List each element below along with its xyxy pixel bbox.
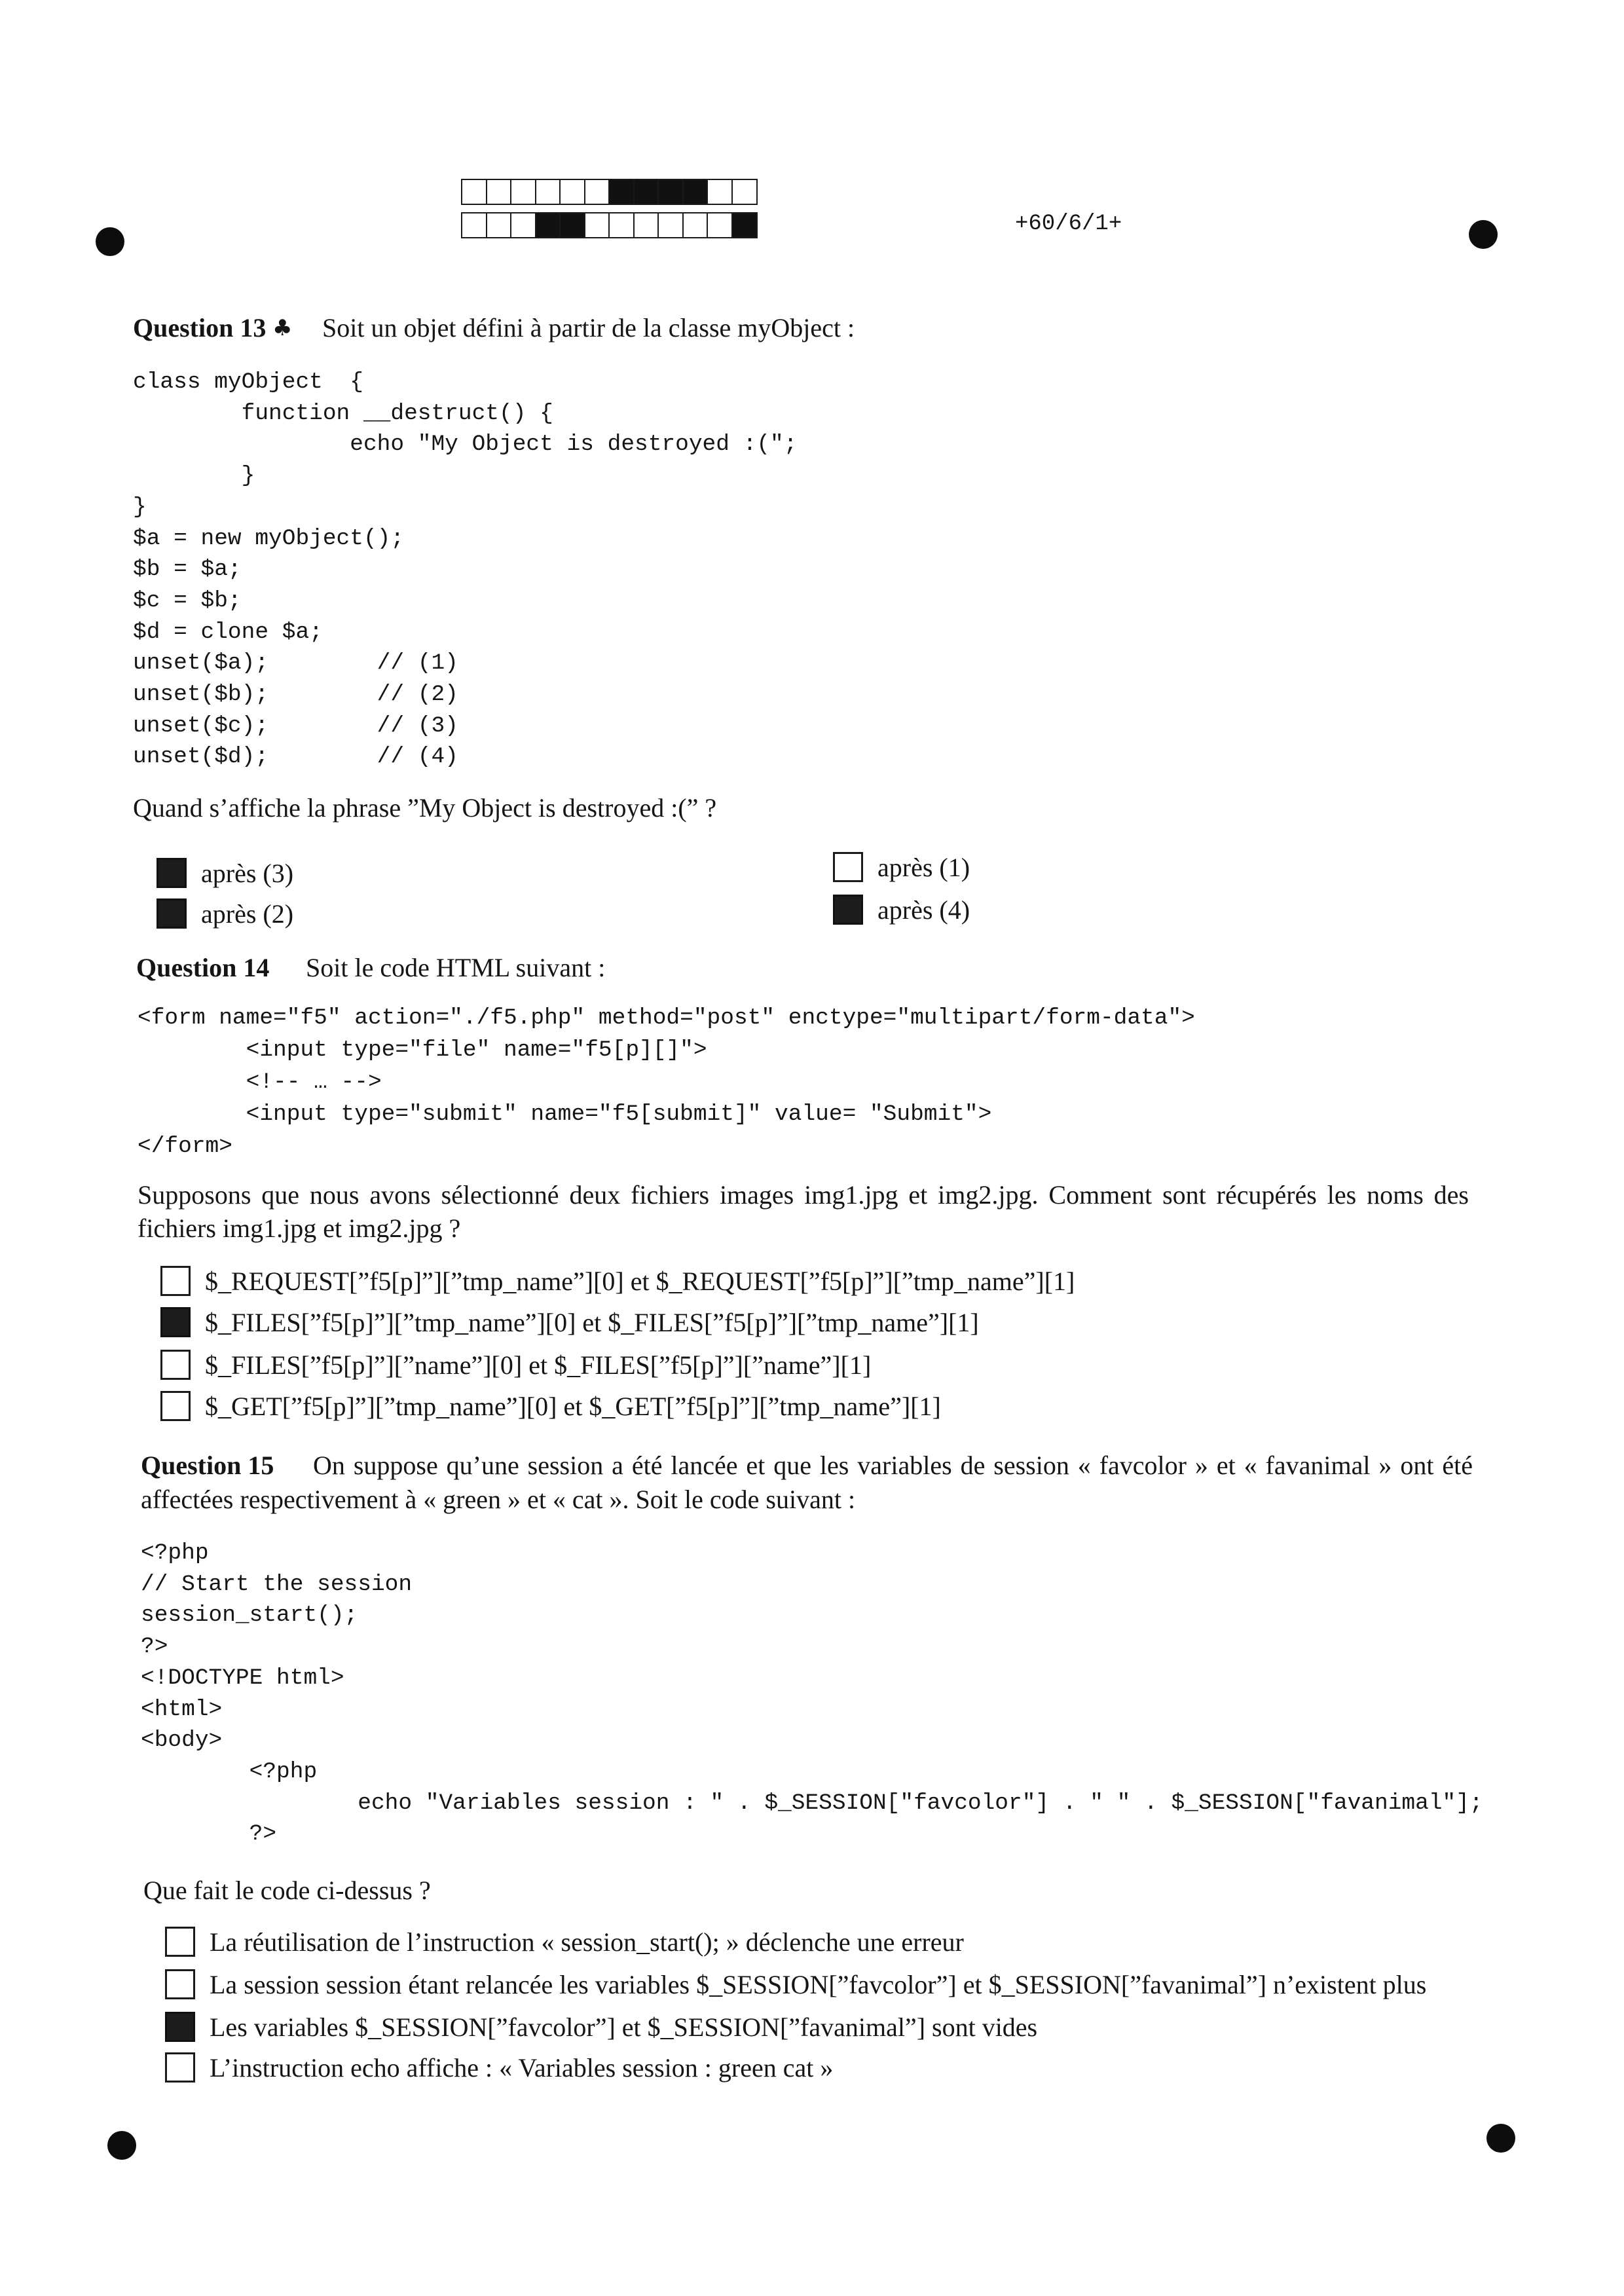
id-mark-cell-filled <box>633 179 659 205</box>
answer-checkbox <box>165 2012 195 2042</box>
id-mark-cell-empty <box>707 212 733 238</box>
answer-label: $_REQUEST[”f5[p]”][”tmp_name”][0] et $_REQUEST[”f5[p]”][”tmp_name”][1] <box>205 1266 1075 1296</box>
question-intro-line: affectées respectivement à « green » et « cat ». Soit le code suivant : <box>141 1485 856 1514</box>
answer-option <box>165 2052 833 2083</box>
answer-label: après (3) <box>201 858 294 888</box>
answer-label: après (2) <box>201 898 294 929</box>
id-mark-cell-empty <box>461 212 487 238</box>
question-prompt: Quand s’affiche la phrase ”My Object is destroyed :(” ? <box>133 793 717 823</box>
id-mark-cell-filled <box>682 179 709 205</box>
answer-option <box>833 851 970 883</box>
id-mark-cell-filled <box>657 179 684 205</box>
id-mark-cell-empty <box>584 212 610 238</box>
code-block: class myObject { function __destruct() { echo "My Object is destroyed :("; } } $a = new myObject(); $b = $a; $c = $b; $d = clone $a; unset($a); // (1) unset($b); // (2) unset($c); // (3) unset($d); // (4) <box>133 369 798 770</box>
code-block: <form name="f5" action="./f5.php" method="post" enctype="multipart/form-data"> <input type="file" name="f5[p][]"> <!-- … --> <input type="submit" name="f5[submit]" value= "Submit"> </form> <box>138 1005 1195 1159</box>
answer-checkbox <box>160 1266 191 1296</box>
answer-checkbox <box>165 1969 195 1999</box>
id-mark-cell-empty <box>486 212 512 238</box>
answer-label: La réutilisation de l’instruction « session_start(); » déclenche une erreur <box>210 1927 964 1957</box>
answer-checkbox <box>165 1927 195 1957</box>
answer-label: $_FILES[”f5[p]”][”name”][0] et $_FILES[”f5[p]”][”name”][1] <box>205 1350 872 1380</box>
sheet-code: +60/6/1+ <box>1015 212 1122 236</box>
id-mark-cell-filled <box>559 212 585 238</box>
answer-option <box>165 1926 964 1957</box>
id-mark-cell-empty <box>461 179 487 205</box>
answer-option <box>165 1969 1426 2000</box>
answer-option <box>157 898 293 929</box>
question-intro-line: On suppose qu’une session a été lancée et que les variables de session « favcolor » et « favanimal » ont été <box>313 1451 1473 1480</box>
answer-label: $_GET[”f5[p]”][”tmp_name”][0] et $_GET[”f5[p]”][”tmp_name”][1] <box>205 1391 941 1421</box>
answer-checkbox <box>160 1391 191 1421</box>
id-mark-cell-empty <box>731 179 758 205</box>
registration-mark-top-right <box>1469 220 1498 249</box>
answer-option <box>833 894 970 925</box>
id-mark-cell-empty <box>510 212 536 238</box>
question-prompt-line: Supposons que nous avons sélectionné deux fichiers images img1.jpg et img2.jpg. Comment sont récupérés les noms des <box>138 1180 1469 1210</box>
id-mark-cell-empty <box>535 179 561 205</box>
answer-checkbox <box>157 858 187 888</box>
registration-mark-bottom-right <box>1486 2124 1515 2153</box>
id-mark-cell-empty <box>657 212 684 238</box>
answer-label: après (1) <box>877 852 970 882</box>
id-mark-cell-empty <box>608 212 635 238</box>
registration-mark-top-left <box>96 227 124 256</box>
id-mark-cell-filled <box>608 179 635 205</box>
id-mark-cell-empty <box>510 179 536 205</box>
answer-label: $_FILES[”f5[p]”][”tmp_name”][0] et $_FILES[”f5[p]”][”tmp_name”][1] <box>205 1307 979 1337</box>
question-label: Question 15 <box>141 1451 274 1480</box>
answer-option <box>165 2011 1037 2043</box>
answer-checkbox <box>833 895 863 925</box>
question-intro: Soit un objet défini à partir de la classe myObject : <box>322 313 855 343</box>
question-prompt-line: fichiers img1.jpg et img2.jpg ? <box>138 1213 461 1243</box>
answer-label: La session session étant relancée les variables $_SESSION[”favcolor”] et $_SESSION[”favanimal”] n’existent plus <box>210 1969 1427 1999</box>
answer-checkbox <box>833 852 863 882</box>
answer-option <box>160 1390 941 1422</box>
code-block: <?php // Start the session session_start(); ?> <!DOCTYPE html> <html> <body> <?php echo "Variables session : " . $_SESSION["favcolor"] . " " . $_SESSION["favanimal"]; ?> <box>141 1540 1483 1847</box>
answer-label: après (4) <box>877 895 970 925</box>
answer-checkbox <box>157 898 187 929</box>
question-label: Question 13 <box>133 313 267 343</box>
id-marks-row-1 <box>461 179 756 205</box>
id-mark-cell-empty <box>559 179 585 205</box>
question-label: Question 14 <box>136 953 270 982</box>
question-prompt: Que fait le code ci-dessus ? <box>143 1876 431 1905</box>
registration-mark-bottom-left <box>107 2131 136 2160</box>
answer-label: Les variables $_SESSION[”favcolor”] et $_SESSION[”favanimal”] sont vides <box>210 2012 1038 2042</box>
id-mark-cell-empty <box>633 212 659 238</box>
id-mark-cell-empty <box>682 212 709 238</box>
question-intro: Soit le code HTML suivant : <box>306 953 606 982</box>
answer-checkbox <box>160 1350 191 1380</box>
answer-option <box>157 857 293 889</box>
answer-checkbox <box>165 2052 195 2083</box>
answer-option <box>160 1265 1075 1297</box>
id-mark-cell-filled <box>731 212 758 238</box>
answer-option <box>160 1349 871 1380</box>
answer-checkbox <box>160 1307 191 1337</box>
id-mark-cell-empty <box>486 179 512 205</box>
club-icon: ♣ <box>272 315 293 341</box>
id-mark-cell-empty <box>707 179 733 205</box>
answer-option <box>160 1306 979 1338</box>
id-mark-cell-empty <box>584 179 610 205</box>
answer-label: L’instruction echo affiche : « Variables session : green cat » <box>210 2052 834 2083</box>
id-mark-cell-filled <box>535 212 561 238</box>
id-marks-row-2 <box>461 212 756 238</box>
